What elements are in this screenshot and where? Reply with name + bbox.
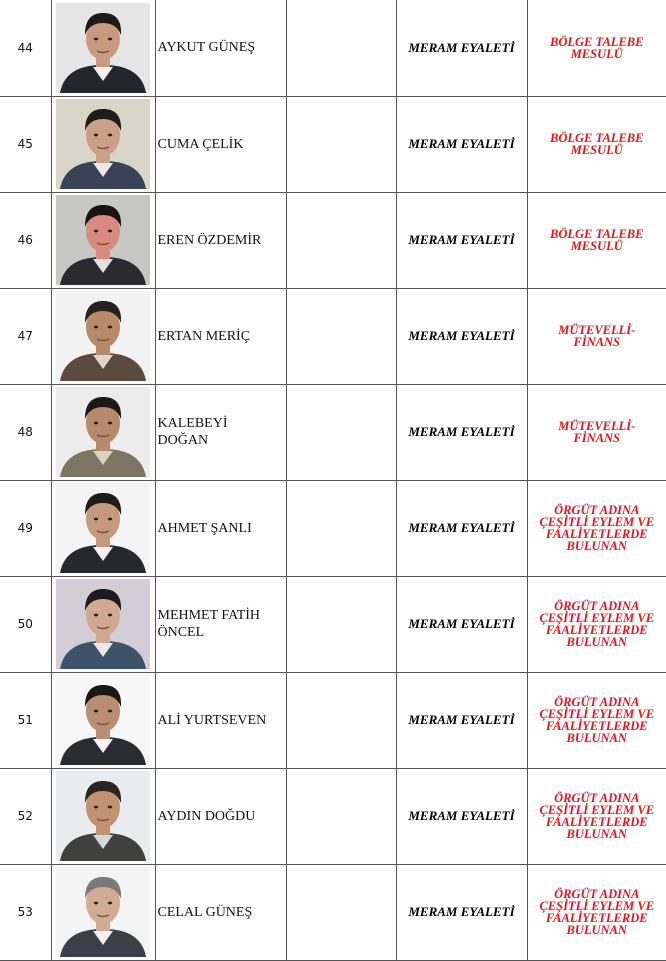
role-text: MÜTEVELLİ- FİNANS [558,323,636,349]
person-name: AYKUT GÜNEŞ [157,40,256,56]
photo-eye [108,230,112,233]
photo-eye [108,134,112,137]
person-name: AYDIN DOĞDU [157,808,256,824]
person-name: CELAL GÜNEŞ [157,904,253,920]
portrait-photo [56,675,150,765]
region-cell: MERAM EYALETİ [396,96,527,192]
photo-eye [94,134,98,137]
empty-cell [286,288,396,384]
empty-cell [286,480,396,576]
photo-cell [51,768,155,864]
row-number: 46 [0,192,51,288]
table-row [0,96,666,192]
row-number: 53 [0,864,51,960]
empty-cell [286,384,396,480]
photo-cell [51,288,155,384]
row-number: 48 [0,384,51,480]
photo-eye [94,806,98,809]
role-text: ÖRGÜT ADINA ÇEŞİTLİ EYLEM VE FAALİYETLERDE BULUNAN [539,599,655,649]
role-cell [527,768,666,864]
photo-eye [94,230,98,233]
empty-cell [286,576,396,672]
portrait-photo [56,99,150,189]
row-number: 51 [0,672,51,768]
person-name-cell [155,768,286,864]
photo-cell [51,672,155,768]
role-cell [527,96,666,192]
photo-cell [51,96,155,192]
portrait-photo [56,771,150,861]
role-cell [527,672,666,768]
role-text: BÖLGE TALEBE MESULÜ [550,131,644,157]
portrait-photo [56,291,150,381]
table-row [0,768,666,864]
photo-eye [94,902,98,905]
row-number: 50 [0,576,51,672]
photo-eye [108,806,112,809]
table-row [0,672,666,768]
photo-cell [51,480,155,576]
person-name-cell [155,288,286,384]
person-name: MEHMET FATİH ÖNCEL [157,608,261,640]
role-cell [527,288,666,384]
photo-cell [51,192,155,288]
photo-eye [108,422,112,425]
region-cell: MERAM EYALETİ [396,768,527,864]
region-cell: MERAM EYALETİ [396,384,527,480]
region-cell: MERAM EYALETİ [396,576,527,672]
empty-cell [286,192,396,288]
table-row [0,0,666,96]
role-text: ÖRGÜT ADINA ÇEŞİTLİ EYLEM VE FAALİYETLERDE BULUNAN [539,791,655,841]
person-name-cell [155,576,286,672]
role-text: ÖRGÜT ADINA ÇEŞİTLİ EYLEM VE FAALİYETLERDE BULUNAN [539,503,655,553]
person-name: ALİ YURTSEVEN [157,712,267,728]
person-name-cell [155,864,286,960]
portrait-photo [56,483,150,573]
table-row [0,384,666,480]
row-number: 52 [0,768,51,864]
table-row [0,864,666,960]
region-cell: MERAM EYALETİ [396,480,527,576]
photo-cell [51,384,155,480]
role-cell [527,384,666,480]
role-text: MÜTEVELLİ- FİNANS [558,419,636,445]
photo-cell [51,864,155,960]
person-name-cell [155,672,286,768]
table-row [0,192,666,288]
person-name: AHMET ŞANLI [157,520,252,536]
role-cell [527,864,666,960]
photo-eye [94,518,98,521]
photo-cell [51,0,155,96]
portrait-photo [56,195,150,285]
portrait-photo [56,867,150,957]
region-cell: MERAM EYALETİ [396,288,527,384]
person-name-cell [155,384,286,480]
empty-cell [286,672,396,768]
person-name: ERTAN MERİÇ [157,328,251,344]
row-number: 47 [0,288,51,384]
role-cell [527,0,666,96]
person-name: KALEBEYİ DOĞAN [157,416,228,448]
portrait-photo [56,3,150,93]
photo-eye [94,422,98,425]
person-name-cell [155,96,286,192]
role-text: BÖLGE TALEBE MESULÜ [550,227,644,253]
photo-cell [51,576,155,672]
region-cell: MERAM EYALETİ [396,192,527,288]
photo-eye [108,518,112,521]
person-name: CUMA ÇELİK [157,136,244,152]
empty-cell [286,96,396,192]
region-cell: MERAM EYALETİ [396,0,527,96]
person-name: EREN ÖZDEMİR [157,232,262,248]
role-cell [527,480,666,576]
photo-eye [94,614,98,617]
photo-eye [94,37,98,40]
empty-cell [286,864,396,960]
region-cell: MERAM EYALETİ [396,864,527,960]
portrait-photo [56,387,150,477]
row-number: 45 [0,96,51,192]
photo-eye [94,326,98,329]
portrait-photo [56,579,150,669]
photo-eye [108,710,112,713]
empty-cell [286,768,396,864]
region-cell: MERAM EYALETİ [396,672,527,768]
row-number: 44 [0,0,51,96]
person-name-cell [155,192,286,288]
role-cell [527,576,666,672]
empty-cell [286,0,396,96]
photo-eye [94,710,98,713]
photo-eye [108,902,112,905]
person-name-cell [155,0,286,96]
person-name-cell [155,480,286,576]
role-cell [527,192,666,288]
role-text: ÖRGÜT ADINA ÇEŞİTLİ EYLEM VE FAALİYETLERDE BULUNAN [539,887,655,937]
photo-eye [108,37,112,40]
photo-eye [108,326,112,329]
table-row [0,576,666,672]
photo-eye [108,614,112,617]
role-text: BÖLGE TALEBE MESULÜ [550,34,644,61]
row-number: 49 [0,480,51,576]
table-row [0,288,666,384]
role-text: ÖRGÜT ADINA ÇEŞİTLİ EYLEM VE FAALİYETLERDE BULUNAN [539,695,655,745]
table-row [0,480,666,576]
